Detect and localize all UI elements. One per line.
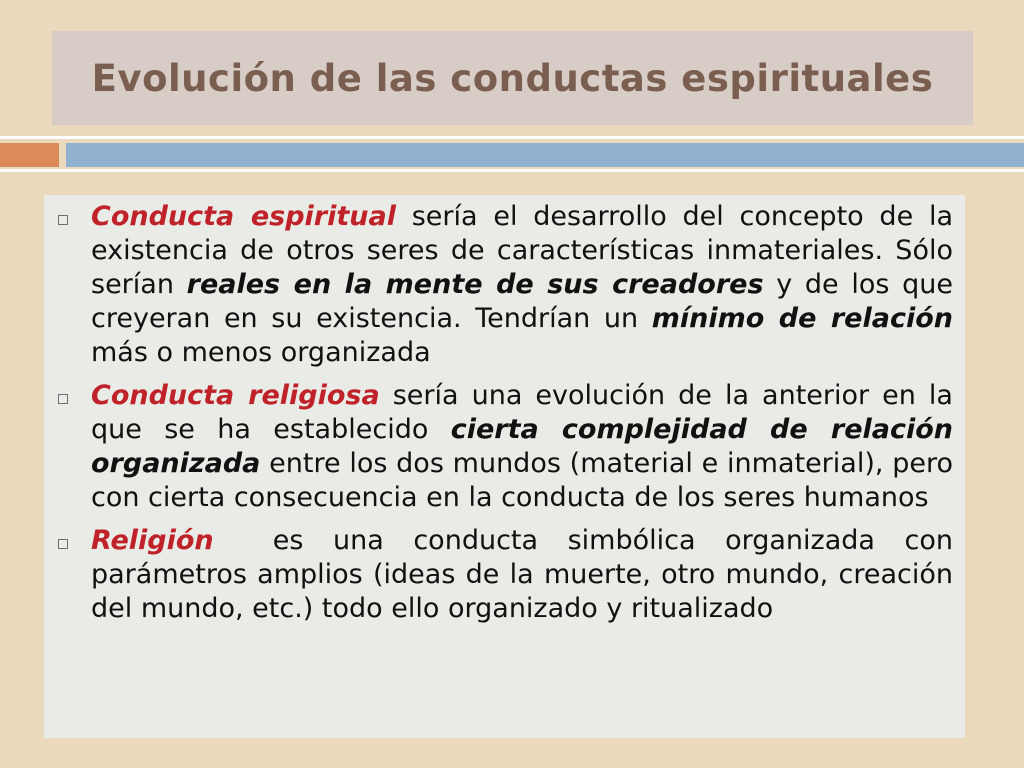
square-bullet-icon: [58, 215, 68, 225]
bullet-text: [91, 200, 953, 370]
divider-line-top: [0, 136, 1024, 139]
bullet-text: [91, 524, 962, 626]
square-bullet-icon: [58, 394, 68, 404]
text-run: es una conducta simbólica organizada con parámetros amplios (ideas de la muerte, otro mundo, creación del mundo, etc.) todo ello organizado y ritualizado: [91, 525, 962, 624]
square-bullet-icon: [58, 539, 68, 549]
accent-bar-orange: [0, 143, 59, 167]
content-box: [44, 195, 965, 738]
text-run: más o menos organizada: [91, 337, 431, 368]
title-box: [52, 31, 973, 125]
bullet-text: [91, 379, 953, 515]
bullet-item-conducta-espiritual: [56, 200, 953, 370]
accent-bar-blue: [66, 143, 1024, 167]
text-run: sería una evolución de la anterior en la que se ha establecido: [91, 380, 953, 445]
keyword-term: Conducta religiosa: [91, 380, 380, 411]
slide-title: Evolución de las conductas espirituales: [91, 56, 934, 100]
divider-line-bottom: [0, 169, 1024, 172]
emphasis-run: reales en la mente de sus creadores: [186, 269, 764, 300]
keyword-term: Religión: [91, 525, 214, 556]
bullet-item-religion: [56, 524, 962, 626]
emphasis-run: cierta complejidad de relación organizada: [91, 414, 954, 479]
text-run: sería el desarrollo del concepto de la existencia de otros seres de características inmateriales. Sólo serían: [91, 201, 953, 300]
text-run: y de los que creyeran en su existencia. Tendrían un: [91, 269, 953, 334]
emphasis-run: mínimo de relación: [651, 303, 953, 334]
bullet-item-conducta-religiosa: [56, 379, 953, 515]
text-run: entre los dos mundos (material e inmaterial), pero con cierta consecuencia en la conducta de los seres humanos: [91, 448, 953, 513]
keyword-term: Conducta espiritual: [91, 201, 396, 232]
